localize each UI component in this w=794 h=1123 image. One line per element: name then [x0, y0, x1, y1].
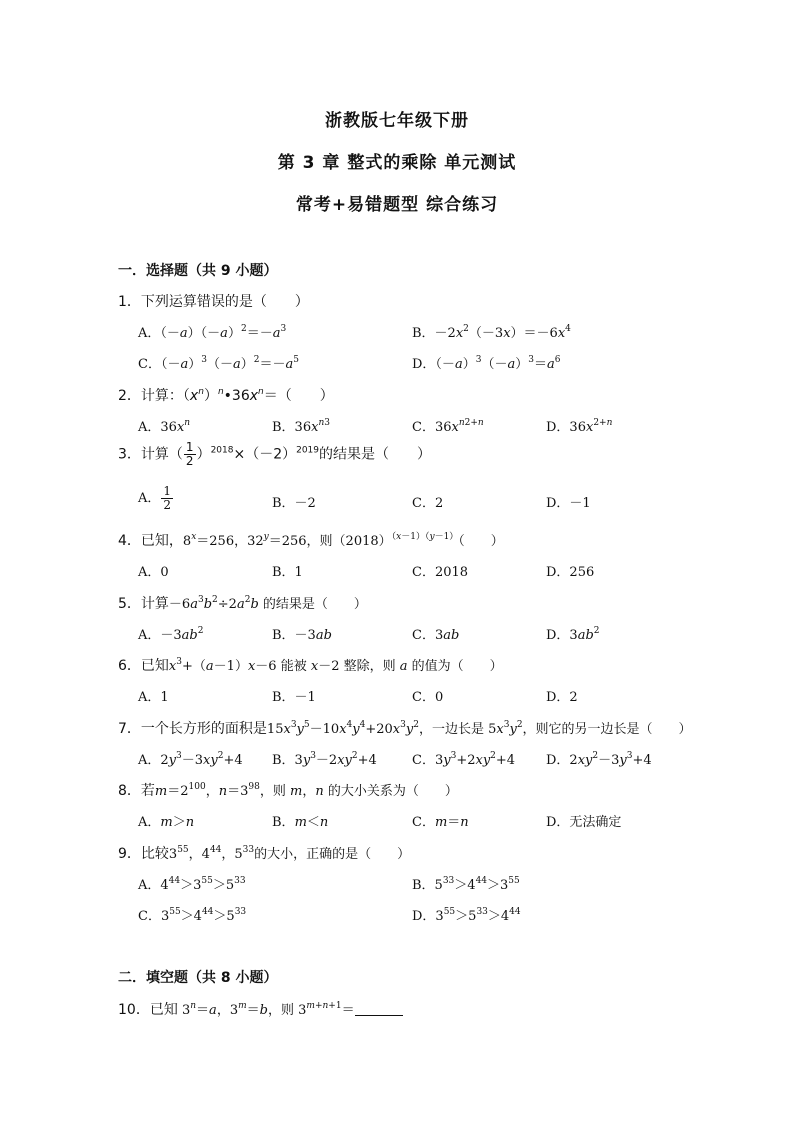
- q4-option-a: A．0: [138, 565, 169, 580]
- q5-option-c: C．3ab: [412, 628, 460, 643]
- q3-option-c: C．2: [412, 496, 444, 511]
- q4-option-d: D．256: [546, 565, 595, 580]
- chapter-title: 第 3 章 整式的乘除 单元测试: [277, 153, 517, 173]
- q2-option-b: B．$36x^{n3}$: [272, 418, 330, 435]
- q2-option-a: A．$36x^n$: [138, 418, 191, 435]
- q1-option-b: B．$-2x^2(-3x)=-6x^4$: [412, 324, 571, 341]
- q8-option-d: D．无法确定: [546, 815, 622, 830]
- question-10: 10．已知 $3^n=a$，$3^m=b$，则 $3^{m+n+1}=$: [118, 999, 403, 1019]
- q1-option-a: A．$(-a)(-a)^2=-a^3$: [138, 324, 287, 341]
- q1-option-d: D．$(-a)^3(-a)^3=a^6$: [412, 355, 561, 372]
- q5-option-d: D．$3ab^2$: [546, 626, 600, 643]
- section-choice-heading: 一．选择题（共 9 小题）: [118, 263, 278, 279]
- q8-option-b: B．m＜n: [272, 815, 329, 830]
- q6-option-b: B．－1: [272, 690, 316, 705]
- q3-option-d: D．－1: [546, 496, 591, 511]
- q9-option-b: B．$5^{33}>4^{44}>3^{55}$: [412, 876, 520, 893]
- q8-option-c: C．m＝n: [412, 815, 469, 830]
- question-4: 4．已知，$8^x=256$，$32^y=256$，则$(2018)^{(x-1)(y-1)}$（ ）: [118, 532, 504, 549]
- question-9: 9．比较$3^{55}$，$4^{44}$，$5^{33}$的大小，正确的是（ ）: [118, 845, 411, 862]
- q4-option-b: B．1: [272, 565, 303, 580]
- q6-option-a: A．1: [138, 690, 169, 705]
- q1-option-c: C．$(-a)^3(-a)^2=-a^5$: [138, 355, 300, 372]
- q7-option-d: D．$2xy^2-3y^3+4$: [546, 751, 652, 768]
- q6-option-c: C．0: [412, 690, 444, 705]
- q2-option-d: D．$36x^{2+n}$: [546, 418, 613, 435]
- q5-option-b: B．－3ab: [272, 628, 332, 643]
- q5-option-a: A．$-3ab^2$: [138, 626, 204, 643]
- q3-option-b: B．－2: [272, 496, 316, 511]
- question-3: 3．计算（ $\frac{1}{2}$ ）$^{2018}\times(-2)^{2019}$的结果是（ ）: [118, 440, 432, 468]
- section-fill-heading: 二．填空题（共 8 小题）: [118, 970, 278, 986]
- question-8: 8．若$m=2^{100}$，$n=3^{98}$，则 m，n 的大小关系为（ ）: [118, 782, 458, 799]
- question-6: 6．已知$x^3+(a-1)x-6$ 能被 x－2 整除，则 a 的值为（ ）: [118, 657, 503, 674]
- q9-option-c: C．$3^{55}>4^{44}>5^{33}$: [138, 907, 247, 924]
- q3-option-a: A． $\frac{1}{2}$: [138, 484, 172, 512]
- question-5: 5．计算$-6a^3b^2\div 2a^2b$ 的结果是（ ）: [118, 595, 367, 612]
- q8-option-a: A．m＞n: [138, 815, 195, 830]
- question-2: 2．计算：$(x^n)^n•36x^n=$（ ）: [118, 387, 334, 404]
- question-7: 7．一个长方形的面积是$15x^3y^5-10x^4y^4+20x^3y^2$，一边长是 $5x^3y^2$，则它的另一边长是（ ）: [118, 720, 692, 737]
- q7-option-a: A．$2y^3-3xy^2+4$: [138, 751, 243, 768]
- q7-option-c: C．$3y^3+2xy^2+4$: [412, 751, 516, 768]
- q7-option-b: B．$3y^3-2xy^2+4$: [272, 751, 377, 768]
- q2-option-c: C．$36x^{n2+n}$: [412, 418, 484, 435]
- document-title: 浙教版七年级下册: [325, 111, 469, 131]
- q9-option-d: D．$3^{55}>5^{33}>4^{44}$: [412, 907, 521, 924]
- q6-option-d: D．2: [546, 690, 578, 705]
- exercise-subtitle: 常考+易错题型 综合练习: [295, 195, 499, 215]
- fraction-half: $\frac{1}{2}$: [185, 440, 194, 468]
- answer-blank[interactable]: [355, 1003, 403, 1016]
- q4-option-c: C．2018: [412, 565, 469, 580]
- q9-option-a: A．$4^{44}>3^{55}>5^{33}$: [138, 876, 246, 893]
- question-1: 1．下列运算错误的是（ ）: [118, 294, 309, 310]
